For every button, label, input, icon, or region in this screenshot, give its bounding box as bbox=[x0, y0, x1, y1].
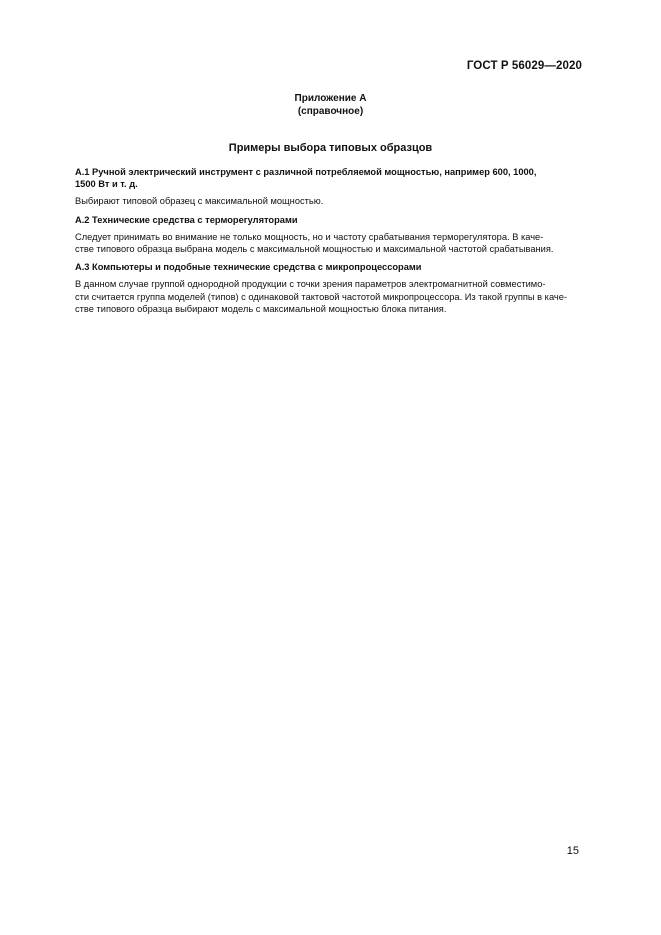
section-body-line: стве типового образца выбирают модель с максимальной мощностью блока питания. bbox=[75, 303, 447, 314]
annex-label: Приложение А bbox=[294, 93, 367, 104]
page-number: 15 bbox=[566, 845, 579, 857]
section-heading: А.3 Компьютеры и подобные технические средства с микропроцессорами bbox=[75, 262, 422, 273]
document-code: ГОСТ Р 56029—2020 bbox=[466, 60, 582, 72]
section-body-line: Выбирают типовой образец с максимальной мощностью. bbox=[75, 196, 324, 207]
section-body-line: Следует принимать во внимание не только мощность, но и частоту срабатывания терморегулятора. В каче- bbox=[75, 231, 544, 242]
annex-label-block bbox=[0, 92, 661, 118]
annex-content bbox=[75, 166, 581, 315]
annex-title: Примеры выбора типовых образцов bbox=[228, 142, 433, 154]
section-body-line: В данном случае группой однородной продукции с точки зрения параметров электромагнитной совместимо- bbox=[75, 279, 546, 290]
section-a3 bbox=[75, 261, 581, 315]
section-a1 bbox=[75, 166, 581, 208]
annex-status: (справочное) bbox=[297, 106, 364, 117]
section-a2 bbox=[75, 214, 581, 256]
section-heading: А.1 Ручной электрический инструмент с различной потребляемой мощностью, например 600, 1000, bbox=[75, 167, 537, 177]
section-body-line: стве типового образца выбрана модель с максимальной мощностью и максимальной частотой срабатывания. bbox=[75, 244, 554, 255]
section-heading: А.2 Технические средства с терморегуляторами bbox=[75, 214, 298, 225]
section-body-line: сти считается группа моделей (типов) с одинаковой тактовой частотой микропроцессора. Из такой группы в каче- bbox=[75, 291, 568, 302]
section-heading-continued: 1500 Вт и т. д. bbox=[75, 179, 138, 190]
